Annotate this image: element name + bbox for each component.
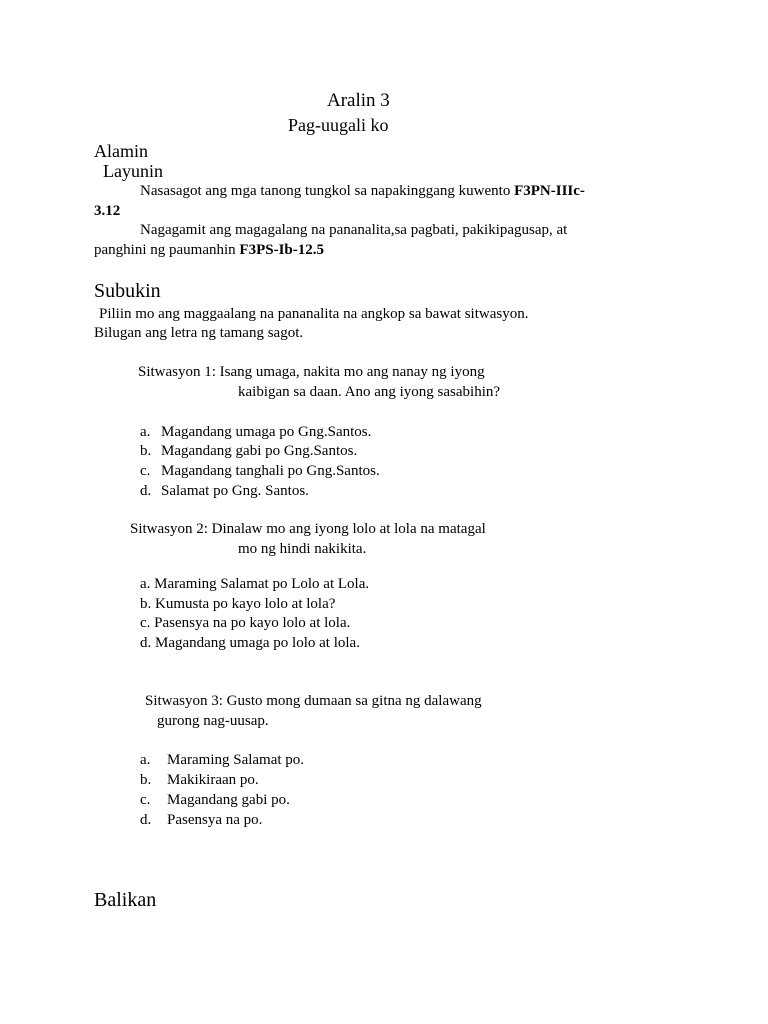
s1-option-a[interactable] [140, 423, 371, 441]
situation-2-line2: mo ng hindi nakikita. [238, 541, 367, 557]
option-text: Magandang umaga po Gng.Santos. [161, 424, 372, 440]
situation-2-line1: Sitwasyon 2: Dinalaw mo ang iyong lolo at lola na matagal [130, 521, 486, 537]
option-letter: a. [140, 752, 151, 768]
lesson-title: Aralin 3 [327, 90, 390, 111]
objective-2-text: panghini ng paumanhin [94, 242, 240, 258]
option-text: Maraming Salamat po. [167, 752, 305, 768]
option-letter: c. [140, 463, 151, 479]
section-heading-alamin: Alamin [94, 141, 148, 161]
s3-option-b[interactable] [140, 771, 259, 789]
option-letter: b. [140, 443, 152, 459]
option-letter: d. [140, 483, 152, 499]
option-letter: a. [140, 424, 151, 440]
situation-1-line1: Sitwasyon 1: Isang umaga, nakita mo ang nanay ng iyong [138, 364, 485, 380]
option-text: Magandang gabi po Gng.Santos. [161, 443, 358, 459]
situation-3-line2: gurong nag-uusap. [157, 713, 269, 729]
objective-1-code-cont: 3.12 [94, 203, 121, 219]
option-text: Magandang tanghali po Gng.Santos. [161, 463, 380, 479]
instruction-line2: Bilugan ang letra ng tamang sagot. [94, 325, 304, 341]
s1-option-d[interactable] [140, 482, 309, 500]
s2-option-c[interactable]: c. Pasensya na po kayo lolo at lola. [140, 615, 351, 631]
situation-1-line2: kaibigan sa daan. Ano ang iyong sasabihin? [238, 384, 501, 400]
option-text: Makikiraan po. [167, 772, 259, 788]
s3-option-a[interactable] [140, 751, 304, 769]
objective-1 [140, 182, 585, 200]
option-letter: b. [140, 772, 152, 788]
s1-option-b[interactable] [140, 442, 357, 460]
option-letter: c. [140, 792, 151, 808]
layunin-label: Layunin [103, 161, 163, 181]
s3-option-d[interactable] [140, 811, 262, 829]
s2-option-a[interactable]: a. Maraming Salamat po Lolo at Lola. [140, 576, 370, 592]
lesson-subtitle: Pag-uugali ko [288, 115, 389, 135]
s2-option-d[interactable]: d. Magandang umaga po lolo at lola. [140, 635, 360, 651]
option-text: Salamat po Gng. Santos. [161, 483, 309, 499]
s1-option-c[interactable] [140, 462, 380, 480]
option-letter: d. [140, 812, 152, 828]
objective-2-line2 [94, 241, 324, 259]
s2-option-b[interactable]: b. Kumusta po kayo lolo at lola? [140, 596, 336, 612]
option-text: Pasensya na po. [167, 812, 263, 828]
situation-3-line1: Sitwasyon 3: Gusto mong dumaan sa gitna ng dalawang [145, 693, 482, 709]
s3-option-c[interactable] [140, 791, 290, 809]
option-text: Magandang gabi po. [167, 792, 290, 808]
objective-2-line1: Nagagamit ang magagalang na pananalita,sa pagbati, pakikipagusap, at [140, 222, 568, 238]
objective-1-code: F3PN-IIIc- [514, 183, 585, 199]
section-heading-balikan: Balikan [94, 889, 157, 911]
objective-2-code: F3PS-Ib-12.5 [239, 242, 324, 258]
objective-1-text: Nasasagot ang mga tanong tungkol sa napakinggang kuwento [140, 183, 515, 199]
instruction-line1: Piliin mo ang maggaalang na pananalita na angkop sa bawat sitwasyon. [99, 306, 529, 322]
section-heading-subukin: Subukin [94, 280, 161, 302]
